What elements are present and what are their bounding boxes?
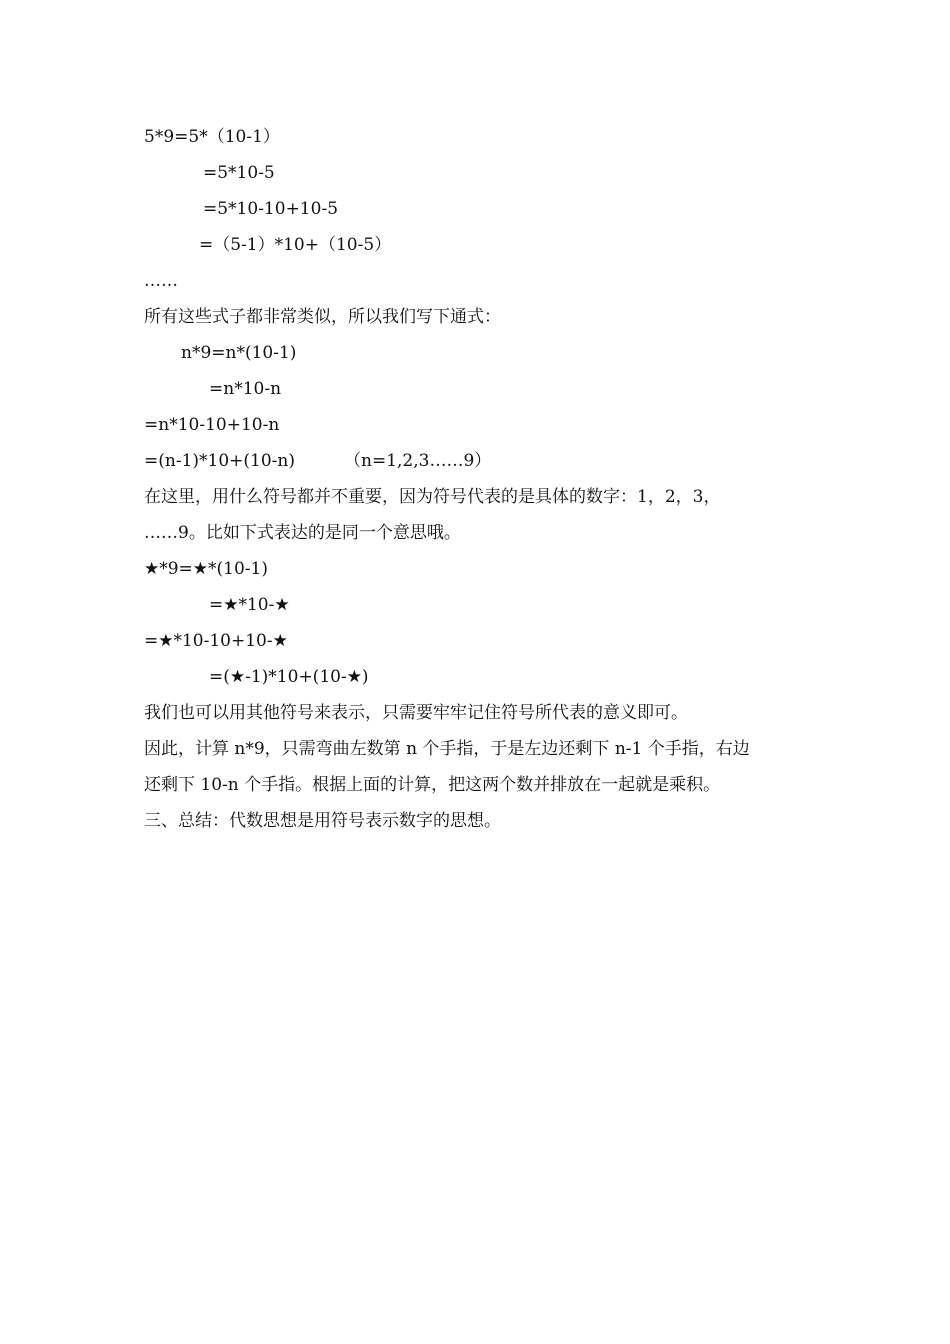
equation-5x9-line1: 5*9=5*（10-1） <box>144 127 280 147</box>
equation-nx9-line2: =n*10-n <box>209 379 282 399</box>
paragraph-general-formula-intro: 所有这些式子都非常类似，所以我们写下通式： <box>144 307 501 327</box>
equation-star-line1: ★*9=★*(10-1) <box>144 559 268 579</box>
equation-5x9-line2: =5*10-5 <box>203 163 275 183</box>
paragraph-other-symbols: 我们也可以用其他符号来表示，只需要牢牢记住符号所代表的意义即可。 <box>144 703 688 723</box>
section-summary: 三、总结：代数思想是用符号表示数字的思想。 <box>144 811 501 831</box>
paragraph-therefore-line2: 还剩下 10-n 个手指。根据上面的计算，把这两个数并排放在一起就是乘积。 <box>144 775 721 795</box>
equation-nx9-line3: =n*10-10+10-n <box>144 415 280 435</box>
equation-star-line4: =(★-1)*10+(10-★) <box>209 667 369 687</box>
equation-5x9-line3: =5*10-10+10-5 <box>203 199 339 219</box>
paragraph-therefore-line1: 因此，计算 n*9，只需弯曲左数第 n 个手指，于是左边还剩下 n-1 个手指，右边 <box>144 739 750 759</box>
paragraph-symbols-line1: 在这里，用什么符号都并不重要，因为符号代表的是具体的数字：1，2，3， <box>144 487 721 507</box>
paragraph-symbols-line2: ……9。比如下式表达的是同一个意思哦。 <box>144 523 461 543</box>
equation-nx9-line4: =(n-1)*10+(10-n) <box>144 451 295 471</box>
equation-5x9-line4: =（5-1）*10+（10-5） <box>199 235 392 255</box>
equation-star-line2: =★*10-★ <box>209 595 290 615</box>
equation-nx9-condition: （n=1,2,3……9） <box>344 451 492 471</box>
equation-star-line3: =★*10-10+10-★ <box>144 631 288 651</box>
equation-nx9-line1: n*9=n*(10-1) <box>181 343 297 363</box>
ellipsis: …… <box>144 271 178 291</box>
